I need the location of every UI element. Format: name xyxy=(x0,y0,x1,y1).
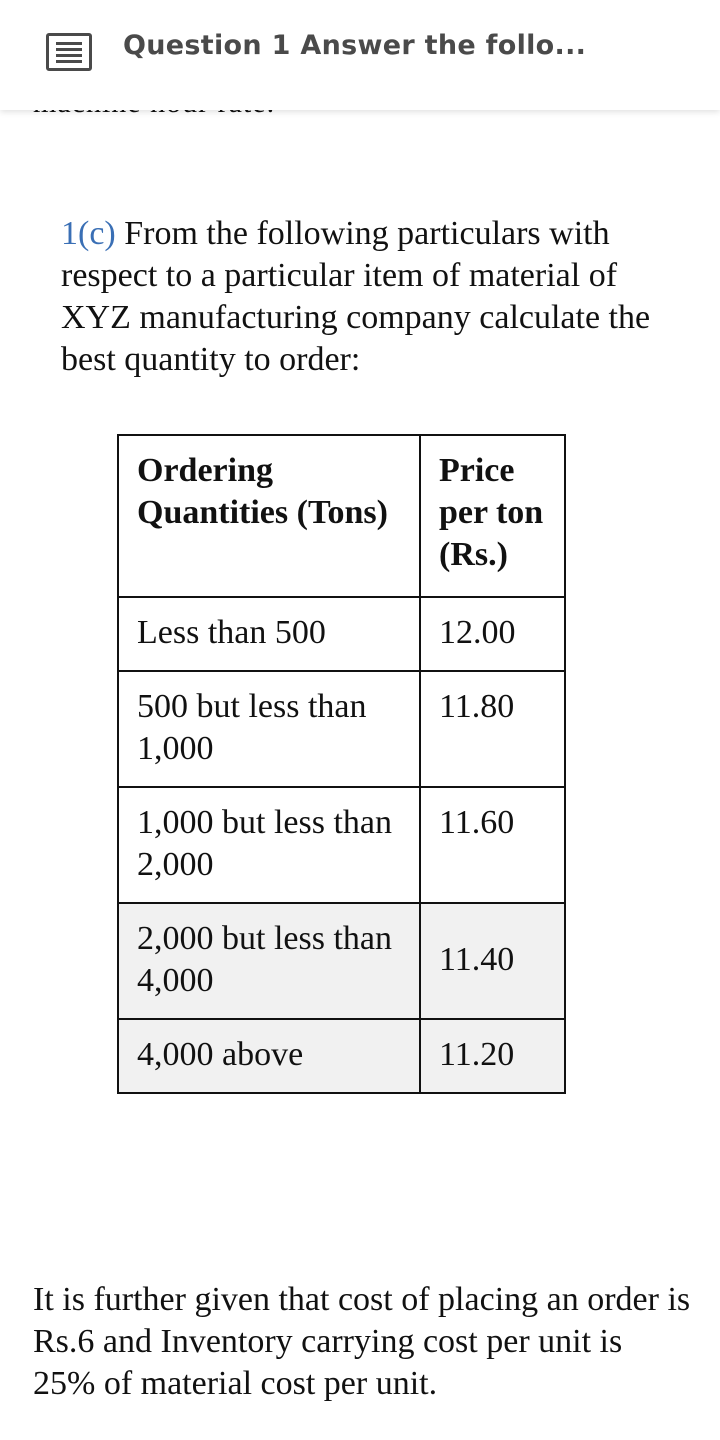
table-row xyxy=(118,903,565,1019)
header-ordering-quantities: Ordering Quantities (Tons) xyxy=(118,435,420,597)
question-text: From the following particulars with respect to a particular item of material of XYZ manufacturing company calculate the best quantity to order: xyxy=(61,215,651,378)
page-title: Question 1 Answer the follo... xyxy=(123,30,587,61)
table-row xyxy=(118,1019,565,1093)
price-cell: 11.20 xyxy=(420,1019,565,1093)
quantity-cell: 2,000 but less than 4,000 xyxy=(118,903,420,1019)
document-lines-icon[interactable] xyxy=(46,33,92,71)
price-cell: 12.00 xyxy=(420,597,565,671)
quantity-cell: 500 but less than 1,000 xyxy=(118,671,420,787)
price-cell: 11.40 xyxy=(420,903,565,1019)
top-app-bar xyxy=(0,0,720,110)
table-row xyxy=(118,597,565,671)
quantity-cell: 4,000 above xyxy=(118,1019,420,1093)
table-row xyxy=(118,787,565,903)
quantity-cell: Less than 500 xyxy=(118,597,420,671)
footer-paragraph: It is further given that cost of placing an order is Rs.6 and Inventory carrying cost per unit is 25% of material cost per unit. xyxy=(33,1281,691,1402)
quantity-cell: 1,000 but less than 2,000 xyxy=(118,787,420,903)
question-number: 1(c) xyxy=(61,215,116,252)
table-row xyxy=(118,671,565,787)
price-cell: 11.60 xyxy=(420,787,565,903)
header-price-per-ton: Price per ton (Rs.) xyxy=(420,435,565,597)
price-table xyxy=(117,434,566,1094)
question-paragraph xyxy=(61,213,661,381)
table-header-row xyxy=(118,435,565,597)
price-cell: 11.80 xyxy=(420,671,565,787)
